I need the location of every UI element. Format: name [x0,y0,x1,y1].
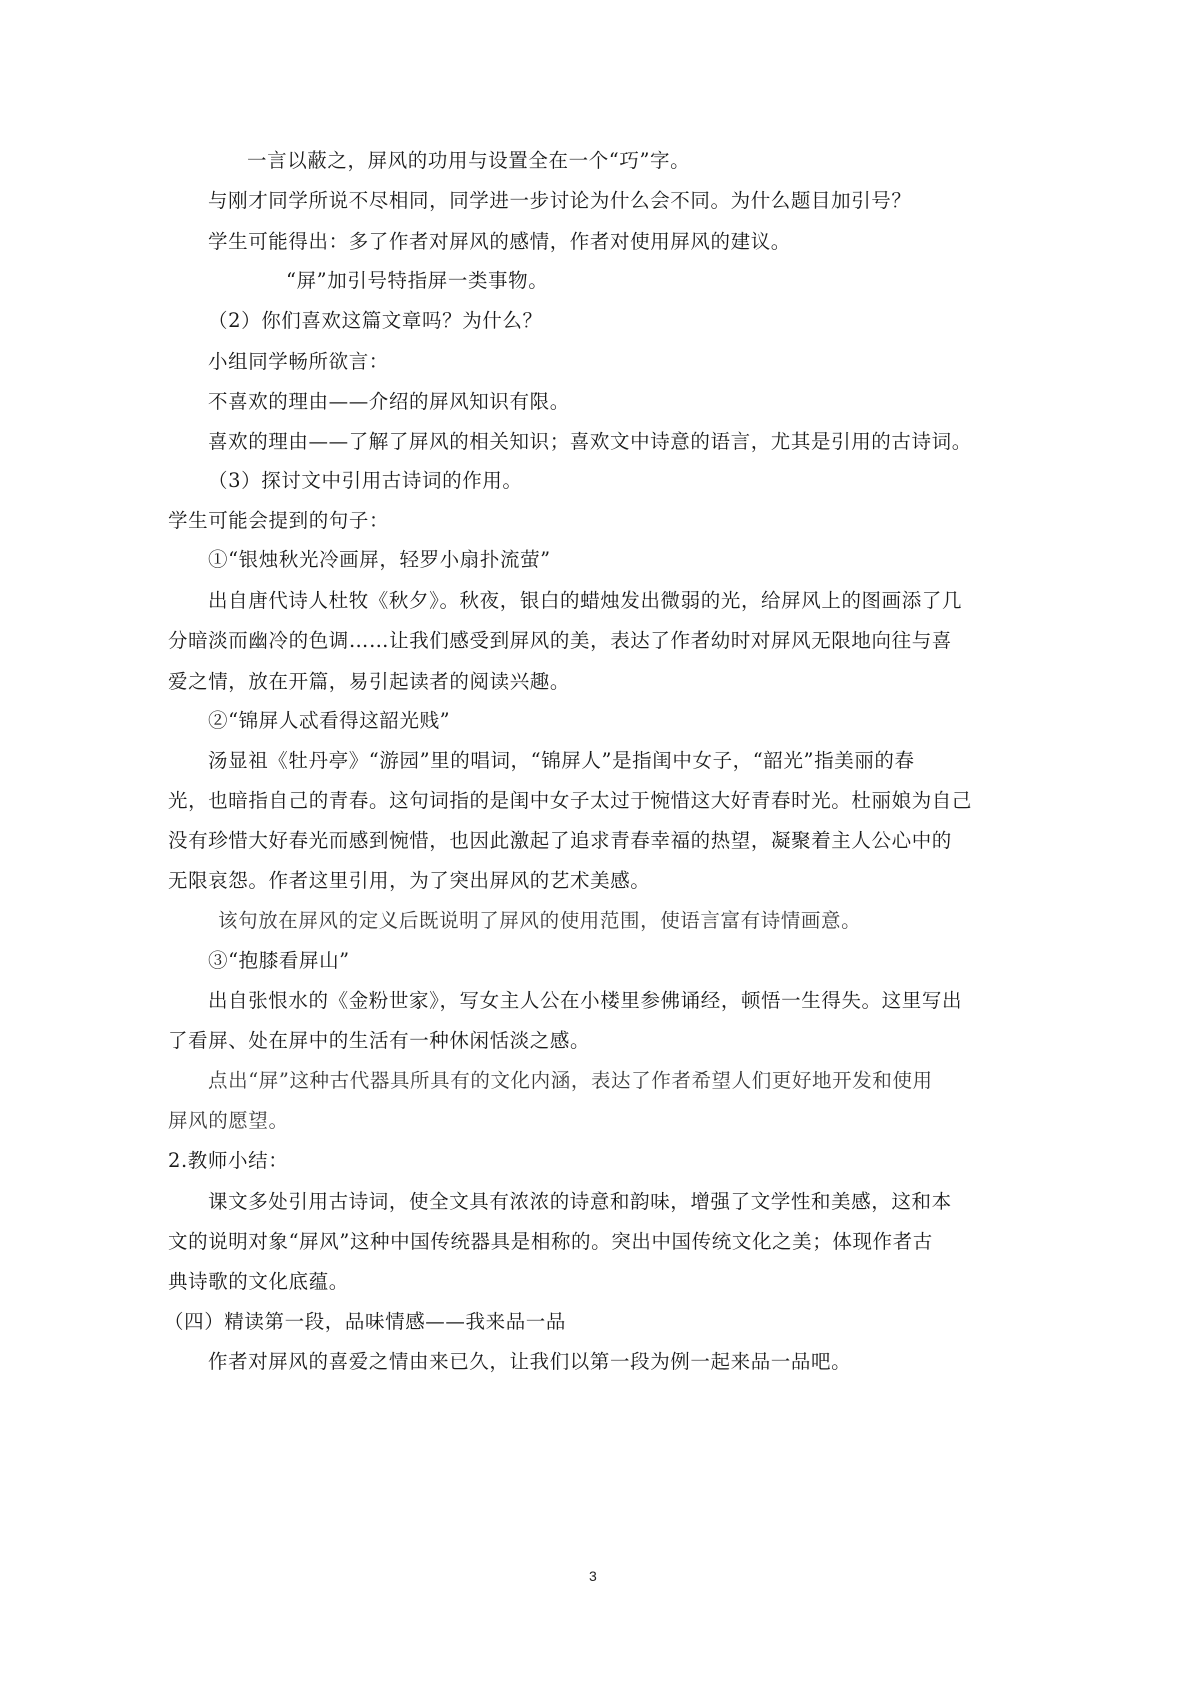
text-line: ①“银烛秋光冷画屏，轻罗小扇扑流萤” [208,548,551,571]
text-line: （3）探讨文中引用古诗词的作用。 [208,469,523,492]
text-line: 学生可能会提到的句子： [168,509,390,532]
text-line: 一言以蔽之，屏风的功用与设置全在一个“巧”字。 [247,149,691,172]
text-line: 学生可能得出：多了作者对屏风的感情，作者对使用屏风的建议。 [208,230,791,253]
text-line: 喜欢的理由——了解了屏风的相关知识；喜欢文中诗意的语言，尤其是引用的古诗词。 [208,430,972,453]
text-line: （2）你们喜欢这篇文章吗？为什么？ [208,309,543,332]
text-line: 不喜欢的理由——介绍的屏风知识有限。 [208,390,570,413]
text-line: “屏”加引号特指屏一类事物。 [286,269,549,292]
text-line: 作者对屏风的喜爱之情由来已久，让我们以第一段为例一起来品一品吧。 [208,1350,852,1373]
text-line: ③“抱膝看屏山” [208,949,350,972]
text-line: 出自唐代诗人杜牧《秋夕》。秋夜，银白的蜡烛发出微弱的光，给屏风上的图画添了几 [208,589,963,612]
text-line: 与刚才同学所说不尽相同，同学进一步讨论为什么会不同。为什么题目加引号？ [208,189,912,212]
section-heading: （四）精读第一段，品味情感——我来品一品 [164,1310,567,1333]
text-line: 课文多处引用古诗词，使全文具有浓浓的诗意和韵味，增强了文学性和美感，这和本 [208,1190,952,1213]
text-line: 小组同学畅所欲言： [208,350,389,373]
text-line: 光，也暗指自己的青春。这句词指的是闺中女子太过于惋惜这大好青春时光。杜丽娘为自己 [168,789,973,812]
page-number: 3 [589,1568,597,1584]
text-line: ②“锦屏人忒看得这韶光贱” [208,709,451,732]
text-line: 汤显祖《牡丹亭》“游园”里的唱词，“锦屏人”是指闺中女子，“韶光”指美丽的春 [208,749,915,772]
text-line: 典诗歌的文化底蕴。 [168,1270,349,1293]
text-line: 了看屏、处在屏中的生活有一种休闲恬淡之感。 [168,1029,591,1052]
text-line: 文的说明对象“屏风”这种中国传统器具是相称的。突出中国传统文化之美；体现作者古 [168,1230,933,1253]
text-line: 无限哀怨。作者这里引用，为了突出屏风的艺术美感。 [168,869,651,892]
text-line: 分暗淡而幽冷的色调……让我们感受到屏风的美，表达了作者幼时对屏风无限地向往与喜 [168,629,952,652]
text-line: 点出“屏”这种古代器具所具有的文化内涵，表达了作者希望人们更好地开发和使用 [208,1069,933,1092]
section-heading: 2.教师小结： [168,1149,289,1172]
text-line: 出自张恨水的《金粉世家》，写女主人公在小楼里参佛诵经，顿悟一生得失。这里写出 [208,989,963,1012]
text-line: 该句放在屏风的定义后既说明了屏风的使用范围，使语言富有诗情画意。 [218,909,862,932]
text-line: 屏风的愿望。 [168,1109,289,1132]
text-line: 没有珍惜大好春光而感到惋惜，也因此激起了追求青春幸福的热望，凝聚着主人公心中的 [168,829,952,852]
text-line: 爱之情，放在开篇，易引起读者的阅读兴趣。 [168,670,571,693]
